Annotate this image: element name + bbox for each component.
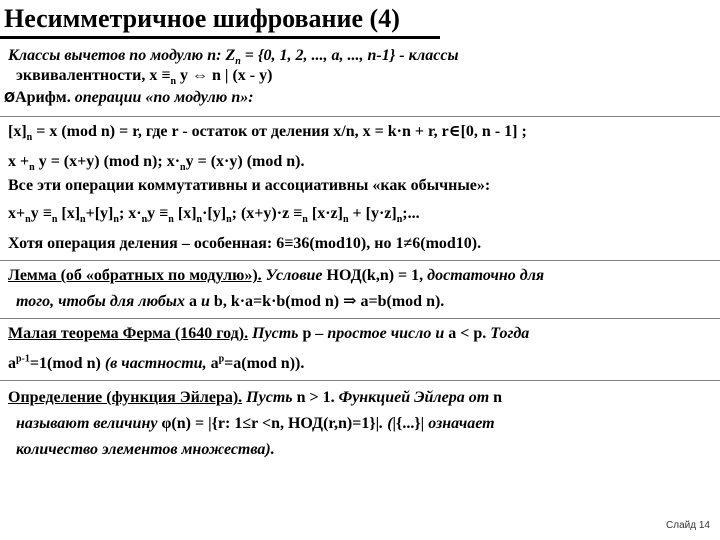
title-underline (0, 36, 440, 39)
equivalence-line: эквивалентности, $x \equiv_n$ y ⇔ n | (x - y) (16, 67, 273, 88)
section-divider (0, 380, 720, 381)
modular-identities-line: $x+_ny \equiv_n$ $[x]_n+[y]_n$; $x\cdot_ny \equiv_n$ $[x]_n\cdot[y]_n$; $(x+y)\cdot z \equiv_n$ $[x\cdot z]_n + [y\cdot z]_n$;... (8, 205, 420, 226)
lemma-line-1: Лемма (об «обратных по модулю»). Условие НОД(k,n) = 1, достаточно для (8, 267, 545, 284)
bullet-arith-ops: ØАрифм. операции «по модулю n»: (4, 89, 254, 106)
fermat-theorem-line-2: $a^{p-1}=1(mod$ n) (в частности, $a^p=a(mod$ n)). (8, 353, 305, 372)
section-divider (0, 260, 720, 261)
euler-definition-line-3: количество элементов множества). (16, 441, 275, 458)
residue-definition-line: $[x]_n = x$ (mod n) = r, где r - остаток от деления x/n, x = k·n + r, r∈[0, n - 1] ; (8, 123, 527, 144)
division-note-line: Хотя операция деления – особенная: 6≡36(mod10), но 1≠6(mod10). (8, 235, 482, 252)
fermat-theorem-line-1: Малая теорема Ферма (1640 год). Пусть p – простое число и a < p. Тогда (8, 325, 530, 342)
euler-definition-line-1: Определение (функция Эйлера). Пусть n > 1. Функцией Эйлера от n (8, 389, 503, 406)
lemma-line-2: того, чтобы для любых a и b, k·a=k·b(mod n) ⇒ a=b(mod n). (16, 293, 445, 310)
commutativity-line: Все эти операции коммутативны и ассоциативны «как обычные»: (8, 177, 491, 194)
section-divider (0, 318, 720, 319)
arrow-bullet-icon: Ø (4, 91, 16, 106)
slide-number: Слайд 14 (666, 520, 710, 531)
residue-classes-line: Классы вычетов по модулю n: $Z_n = \{0$, 1, 2, ..., a, ..., n-1} - классы (8, 47, 459, 68)
euler-definition-line-2: называют величину φ(n) = |{r: 1≤r <n, НОД(r,n)=1}|. (|{...}| означает (16, 415, 495, 432)
section-divider (0, 116, 720, 117)
slide-title: Несимметричное шифрование (4) (4, 4, 400, 33)
modular-ops-line: $x +_n$ y = (x+y) (mod n); $x\cdot_ny = (x\cdot y)$ (mod n). (8, 153, 305, 174)
